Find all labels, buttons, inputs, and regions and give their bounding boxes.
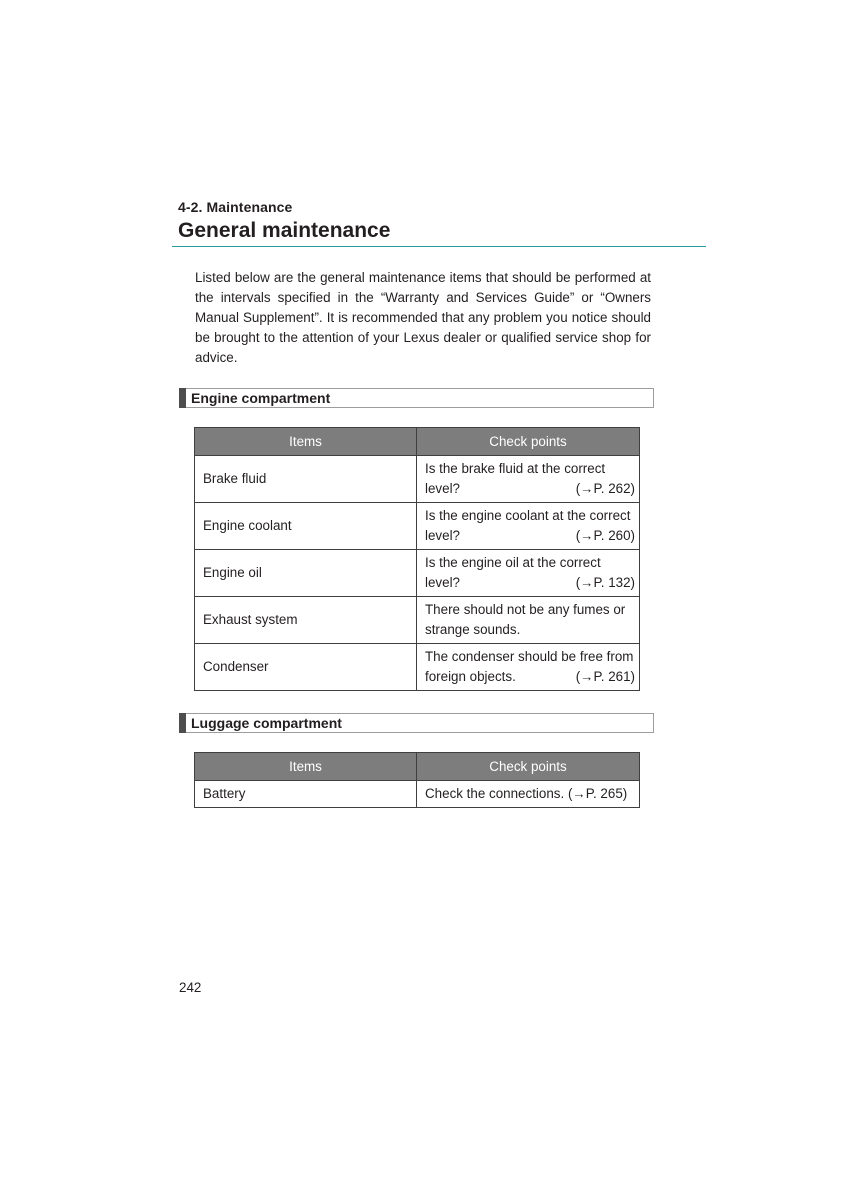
intro-paragraph: Listed below are the general maintenance items that should be performed at the intervals specified in the “Warranty and Services Guide” or “Owners Manual Supplement”. It is recommended that any problem you notice should be brought to the attention of your Lexus dealer or qualified service shop for advice. [195,270,651,365]
table-row [195,781,640,808]
title-rule [172,246,706,247]
page-reference: (→P. 260) [575,528,635,543]
table-row [195,550,640,597]
check-text: Is the engine oil at the correct level? [425,555,601,590]
item-cell: Brake fluid [195,456,417,503]
check-cell [417,781,640,808]
column-header-items: Items [195,753,417,781]
page-reference: (→P. 265) [567,786,628,801]
column-header-items: Items [195,428,417,456]
column-header-check-points: Check points [417,428,640,456]
page-reference: (→P. 132) [575,575,635,590]
check-text: The condenser should be free from foreign objects. [425,649,634,684]
check-cell [417,550,640,597]
heading-bar [179,713,186,733]
check-cell [417,597,640,644]
item-cell: Exhaust system [195,597,417,644]
page-reference: (→P. 262) [575,481,635,496]
check-text: There should not be any fumes or strange sounds. [425,602,626,637]
heading-label: Luggage compartment [191,715,342,731]
check-text: Is the brake fluid at the correct level? [425,461,606,496]
luggage-compartment-heading [179,713,654,733]
table-row [195,644,640,691]
item-cell: Condenser [195,644,417,691]
page-reference: (→P. 261) [575,669,635,684]
heading-label: Engine compartment [191,390,331,406]
check-text: Check the connections. [425,786,565,801]
page-title: General maintenance [178,219,391,242]
item-cell: Battery [195,781,417,808]
luggage-maintenance-table [194,752,640,808]
item-cell: Engine oil [195,550,417,597]
engine-compartment-heading [179,388,654,408]
check-cell [417,644,640,691]
table-row [195,597,640,644]
page-number: 242 [179,980,202,995]
heading-bar [179,388,186,408]
item-cell: Engine coolant [195,503,417,550]
column-header-check-points: Check points [417,753,640,781]
check-cell [417,456,640,503]
section-label: 4-2. Maintenance [178,199,293,215]
engine-maintenance-table [194,427,640,691]
table-row [195,503,640,550]
table-row [195,456,640,503]
check-text: Is the engine coolant at the correct level? [425,508,631,543]
check-cell [417,503,640,550]
